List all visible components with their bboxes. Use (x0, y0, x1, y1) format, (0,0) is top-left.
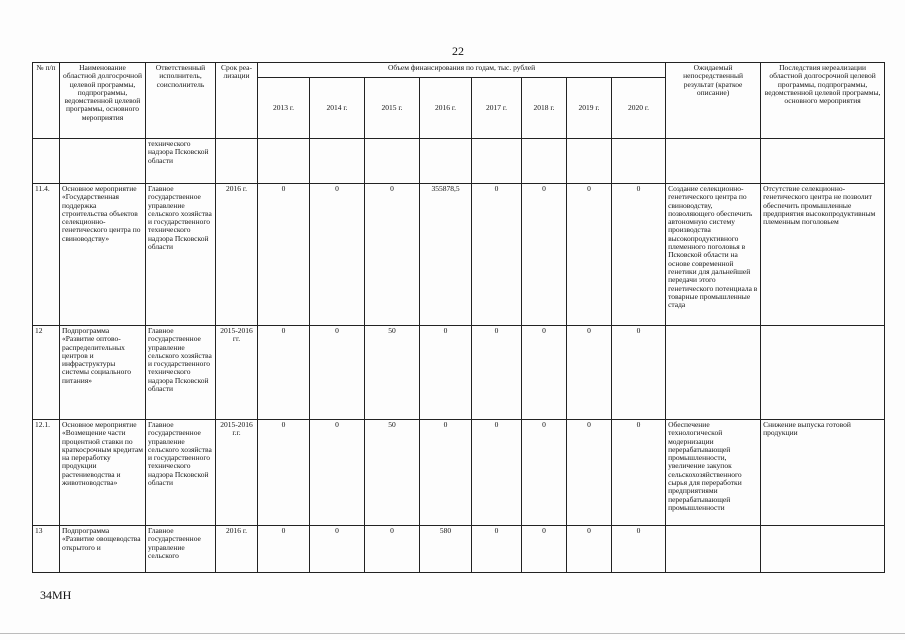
row-value-cell: 355878,5 (420, 184, 472, 326)
header-year: 2016 г. (420, 78, 472, 139)
page-number: 22 (452, 44, 464, 58)
row-value-cell: 0 (567, 526, 612, 573)
row-value-cell: 0 (310, 326, 365, 420)
row-value-cell: 50 (365, 326, 420, 420)
footer-code: 34МН (40, 588, 72, 602)
table-row (33, 420, 885, 526)
row-consequences-cell: Снижение выпуска готовой продукции (761, 420, 885, 526)
table-row (33, 184, 885, 326)
row-value-cell: 0 (567, 420, 612, 526)
row-name-cell: Подпрограмма «Развитие овощеводства открытого и (60, 526, 146, 573)
row-value-cell: 0 (310, 526, 365, 573)
row-consequences-cell: Отсутствие селекционно-генетического центра не позволит обеспечить промышленные предприятия высокопродуктивным племенным поголовьем (761, 184, 885, 326)
row-num-cell: 12 (33, 326, 60, 420)
row-result-cell (666, 139, 761, 184)
scan-edge-line (0, 633, 905, 634)
row-value-cell: 0 (612, 420, 666, 526)
row-result-cell (666, 326, 761, 420)
row-value-cell: 580 (420, 526, 472, 573)
row-term-cell (216, 139, 258, 184)
table-row (33, 526, 885, 573)
row-executor-cell: Главное государственное управление сельского хозяйства и государственного технического надзора Псковской области (146, 326, 216, 420)
row-executor-cell: Главное государственное управление сельского хозяйства и государственного технического надзора Псковской области (146, 184, 216, 326)
row-value-cell: 0 (310, 420, 365, 526)
header-year: 2020 г. (612, 78, 666, 139)
row-value-cell (258, 139, 310, 184)
row-value-cell: 0 (472, 526, 522, 573)
row-executor-cell: Главное государственное управление сельского (146, 526, 216, 573)
row-result-cell: Создание селекционно-генетического центра по свиноводству, позволяющего обеспечить автономную систему производства высокопродуктивного племенного поголовья в Псковской области на основе современной генетики для дальнейшей передачи этого генетического потенциала в товарные промышленные стада (666, 184, 761, 326)
header-consequences: Последствия нереализации областной долгосрочной целевой программы, подпрограммы, ведомственной целевой программы, основного мероприятия (761, 63, 885, 139)
row-value-cell: 0 (472, 420, 522, 526)
header-year: 2015 г. (365, 78, 420, 139)
row-value-cell (365, 139, 420, 184)
row-value-cell: 0 (365, 184, 420, 326)
row-num-cell: 11.4. (33, 184, 60, 326)
header-funding: Объем финансирования по годам, тыс. рублей (258, 63, 666, 78)
row-result-cell (666, 526, 761, 573)
header-executor: Ответственный исполнитель, соисполнитель (146, 63, 216, 139)
row-value-cell (612, 139, 666, 184)
row-value-cell: 0 (258, 184, 310, 326)
row-term-cell: 2016 г. (216, 526, 258, 573)
row-value-cell: 0 (472, 326, 522, 420)
row-value-cell (522, 139, 567, 184)
row-term-cell: 2015-2016 г.г. (216, 420, 258, 526)
header-year: 2013 г. (258, 78, 310, 139)
row-value-cell: 50 (365, 420, 420, 526)
header-name: Наименование областной долгосрочной целевой программы, подпрограммы, ведомственной целевой программы, основного мероприятия (60, 63, 146, 139)
row-value-cell: 0 (522, 184, 567, 326)
row-num-cell: 13 (33, 526, 60, 573)
table-row (33, 326, 885, 420)
row-value-cell: 0 (472, 184, 522, 326)
header-num: № п/п (33, 63, 60, 139)
row-value-cell: 0 (420, 420, 472, 526)
row-value-cell: 0 (310, 184, 365, 326)
row-term-cell: 2016 г. (216, 184, 258, 326)
row-value-cell: 0 (258, 326, 310, 420)
row-term-cell: 2015-2016 гг. (216, 326, 258, 420)
row-value-cell: 0 (522, 526, 567, 573)
row-value-cell (420, 139, 472, 184)
row-num-cell: 12.1. (33, 420, 60, 526)
row-consequences-cell (761, 139, 885, 184)
row-executor-cell: технического надзора Псковской области (146, 139, 216, 184)
header-year: 2014 г. (310, 78, 365, 139)
row-value-cell: 0 (567, 326, 612, 420)
row-value-cell (472, 139, 522, 184)
row-value-cell (567, 139, 612, 184)
row-value-cell: 0 (567, 184, 612, 326)
row-value-cell: 0 (365, 526, 420, 573)
header-result: Ожидаемый непосредственный результат (краткое описание) (666, 63, 761, 139)
row-value-cell: 0 (522, 420, 567, 526)
header-term: Срок реа- лизации (216, 63, 258, 139)
row-name-cell: Подпрограмма «Развитие оптово-распределительных центров и инфраструктуры системы социального питания» (60, 326, 146, 420)
row-consequences-cell (761, 526, 885, 573)
row-value-cell: 0 (258, 526, 310, 573)
row-value-cell: 0 (420, 326, 472, 420)
header-year: 2018 г. (522, 78, 567, 139)
table-row (33, 139, 885, 184)
row-value-cell: 0 (612, 526, 666, 573)
row-value-cell (310, 139, 365, 184)
header-year: 2019 г. (567, 78, 612, 139)
row-name-cell: Основное мероприятие «Государственная поддержка строительства объектов селекционно-генетического центра по свиноводству» (60, 184, 146, 326)
row-value-cell: 0 (612, 184, 666, 326)
header-year: 2017 г. (472, 78, 522, 139)
row-executor-cell: Главное государственное управление сельского хозяйства и государственного технического надзора Псковской области (146, 420, 216, 526)
row-value-cell: 0 (522, 326, 567, 420)
row-name-cell (60, 139, 146, 184)
row-result-cell: Обеспечение технологической модернизации перерабатывающей промышленности, увеличение закупок сельскохозяйственного сырья для переработки предприятиями перерабатывающей промышленности (666, 420, 761, 526)
row-value-cell: 0 (612, 326, 666, 420)
row-num-cell (33, 139, 60, 184)
row-name-cell: Основное мероприятие «Возмещение части процентной ставки по краткосрочным кредитам на переработку продукции растениеводства и животноводства» (60, 420, 146, 526)
program-table (32, 62, 885, 573)
row-value-cell: 0 (258, 420, 310, 526)
row-consequences-cell (761, 326, 885, 420)
